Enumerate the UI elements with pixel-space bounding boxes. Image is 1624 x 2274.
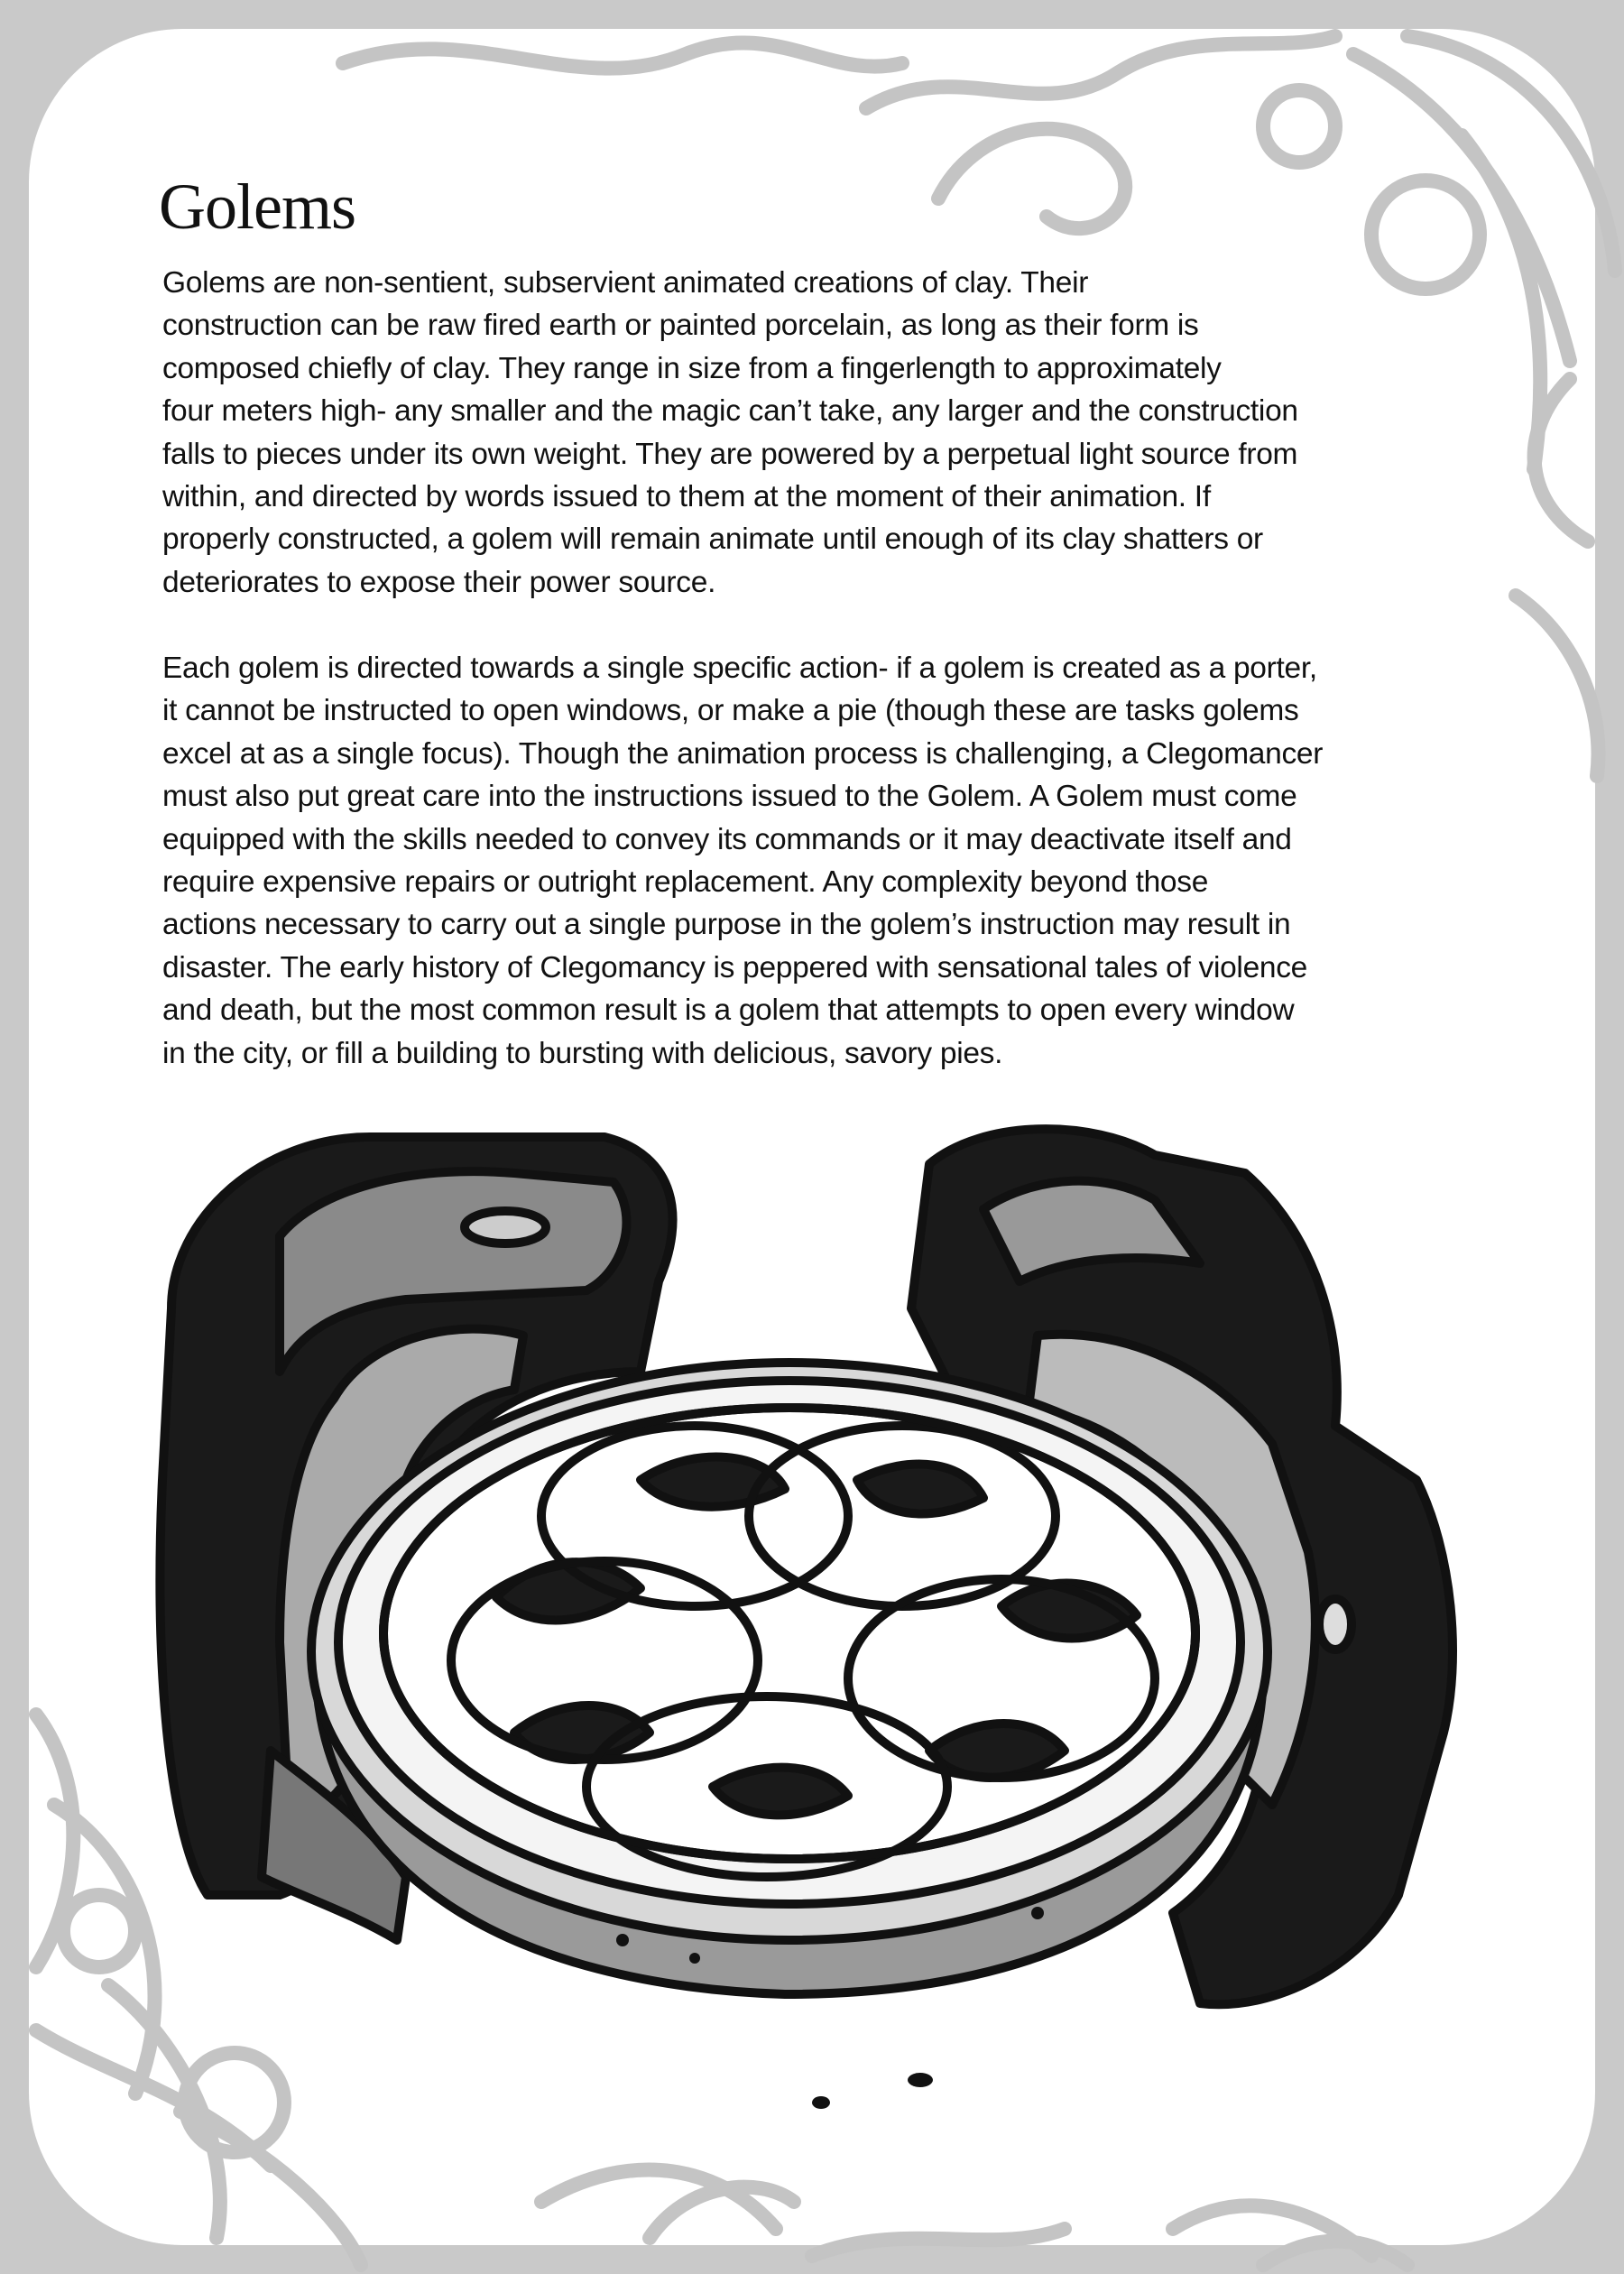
text-line: equipped with the skills needed to convey its commands or it may deactivate itself and [162, 822, 1292, 856]
text-line: actions necessary to carry out a single purpose in the golem’s instruction may result in [162, 908, 1291, 942]
text-line: composed chiefly of clay. They range in size from a fingerlength to approximately [162, 351, 1222, 385]
text-line: must also put great care into the instructions issued to the Golem. A Golem must come [162, 780, 1297, 814]
text-line: require expensive repairs or outright replacement. Any complexity beyond those [162, 865, 1209, 900]
text-line: within, and directed by words issued to them at the moment of their animation. If [162, 480, 1211, 514]
golem-pie-illustration [135, 1101, 1480, 2130]
text-line: Golems are non-sentient, subservient animated creations of clay. Their [162, 266, 1089, 300]
text-line: construction can be raw fired earth or painted porcelain, as long as their form is [162, 309, 1199, 343]
instruction-paragraph [162, 647, 1323, 1075]
text-line: properly constructed, a golem will remain animate until enough of its clay shatters or [162, 522, 1263, 557]
text-line: it cannot be instructed to open windows, or make a pie (though these are tasks golems [162, 694, 1299, 728]
text-line: disaster. The early history of Clegomancy is peppered with sensational tales of violence [162, 950, 1308, 984]
page-title: Golems [159, 171, 355, 243]
text-line: deteriorates to expose their power source. [162, 565, 716, 599]
text-line: four meters high- any smaller and the magic can’t take, any larger and the construction [162, 394, 1298, 429]
text-line: falls to pieces under its own weight. They are powered by a perpetual light source from [162, 437, 1298, 471]
text-line: and death, but the most common result is a golem that attempts to open every window [162, 994, 1295, 1028]
text-line: in the city, or fill a building to bursting with delicious, savory pies. [162, 1036, 1003, 1070]
text-line: Each golem is directed towards a single specific action- if a golem is created as a porter, [162, 652, 1317, 685]
intro-paragraph [162, 262, 1298, 604]
text-line: excel at as a single focus). Though the animation process is challenging, a Clegomancer [162, 736, 1324, 771]
pie [311, 1363, 1268, 2109]
